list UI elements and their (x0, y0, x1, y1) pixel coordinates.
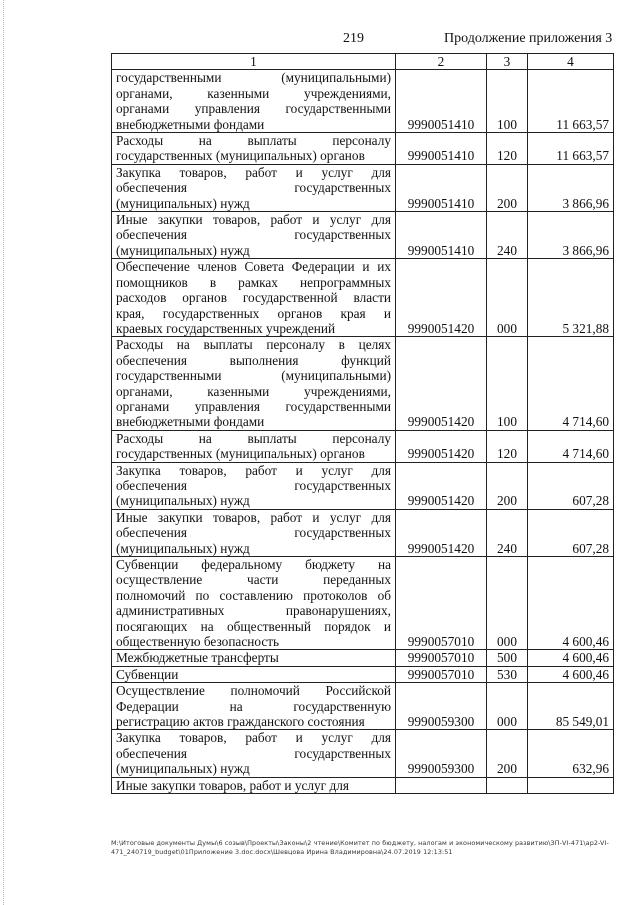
row-name-line: обеспечения выполнения функций (116, 352, 391, 368)
row-name-line: Субвенции (116, 666, 179, 682)
row-code: 9990057010 (396, 666, 487, 682)
row-code: 9990051410 (396, 70, 487, 133)
row-name-line: органами управления государственными (116, 101, 391, 117)
row-name-line: Субвенции федеральному бюджету на (116, 557, 391, 572)
row-code: 9990051410 (396, 212, 487, 259)
row-name-line: Закупка товаров, работ и услуг для (116, 730, 391, 746)
column-header-4: 4 (528, 54, 614, 70)
row-code: 9990059300 (396, 683, 487, 730)
row-name-line: Осуществление полномочий Российской (116, 683, 391, 699)
table-row (112, 462, 614, 509)
row-name-line: края, государственных органов края и (116, 305, 391, 321)
row-name-line: (муниципальных) нужд (116, 540, 250, 556)
table-header-row (112, 54, 614, 70)
row-expense-type: 000 (487, 259, 528, 337)
table-row (112, 164, 614, 211)
row-name (112, 133, 396, 165)
row-code: 9990051420 (396, 462, 487, 509)
row-name-line: помощников в рамках непрограммных (116, 274, 391, 290)
row-code: 9990057010 (396, 557, 487, 650)
row-expense-type: 500 (487, 650, 528, 666)
row-code: 9990051420 (396, 509, 487, 556)
page-number: 219 (343, 31, 364, 46)
row-sum: 607,28 (528, 509, 614, 556)
row-name-line: обеспечения государственных (116, 525, 391, 541)
row-name-line: органами управления государственными (116, 398, 391, 414)
continuation-label: Продолжение приложения 3 (444, 31, 613, 46)
row-name-line: органами, казенными учреждениями, (116, 85, 391, 101)
row-name (112, 683, 396, 730)
row-expense-type: 200 (487, 462, 528, 509)
row-name-line: посягающих на общественный порядок и (116, 618, 391, 634)
row-name-line: регистрацию актов гражданского состояния (116, 714, 365, 730)
row-name-line: административных правонарушениях, (116, 603, 391, 619)
row-expense-type: 120 (487, 133, 528, 165)
row-code (396, 777, 487, 793)
table-row (112, 259, 614, 337)
table-row (112, 337, 614, 430)
row-name-line: краевых государственных учреждений (116, 320, 336, 336)
row-name-line: (муниципальных) нужд (116, 761, 250, 777)
row-code: 9990057010 (396, 650, 487, 666)
row-name (112, 509, 396, 556)
row-expense-type: 100 (487, 337, 528, 430)
table-row (112, 777, 614, 793)
row-sum (528, 777, 614, 793)
row-name-line: Иные закупки товаров, работ и услуг для (116, 509, 391, 525)
row-name (112, 777, 396, 793)
table-row (112, 70, 614, 133)
row-code: 9990051420 (396, 337, 487, 430)
row-code: 9990051420 (396, 430, 487, 462)
row-name (112, 462, 396, 509)
row-code: 9990051420 (396, 259, 487, 337)
row-sum: 4 714,60 (528, 430, 614, 462)
row-name-line: (муниципальных) нужд (116, 195, 250, 211)
row-sum: 85 549,01 (528, 683, 614, 730)
row-sum: 4 600,46 (528, 666, 614, 682)
row-expense-type: 000 (487, 683, 528, 730)
row-name (112, 730, 396, 777)
row-name-line: Закупка товаров, работ и услуг для (116, 462, 391, 478)
row-name (112, 337, 396, 430)
row-name-line: органами, казенными учреждениями, (116, 383, 391, 399)
row-name-line: внебюджетными фондами (116, 414, 265, 430)
row-name-line: Расходы на выплаты персоналу (116, 430, 391, 446)
row-expense-type: 120 (487, 430, 528, 462)
row-code: 9990051410 (396, 133, 487, 165)
row-name (112, 557, 396, 650)
row-code: 9990051410 (396, 164, 487, 211)
row-sum: 632,96 (528, 730, 614, 777)
row-expense-type: 530 (487, 666, 528, 682)
table-row (112, 509, 614, 556)
row-name-line: Межбюджетные трансферты (116, 650, 279, 666)
table-row (112, 133, 614, 165)
budget-table (111, 53, 614, 794)
row-expense-type: 000 (487, 557, 528, 650)
row-name-line: государственных (муниципальных) органов (116, 148, 365, 164)
row-name-line: обеспечения государственных (116, 477, 391, 493)
table-row (112, 212, 614, 259)
row-name (112, 430, 396, 462)
row-sum: 3 866,96 (528, 164, 614, 211)
table-row (112, 666, 614, 682)
footer-line-2: 471_240719_budget\01Приложение 3.doc.docx\Шевцова Ирина Владимировна\24.07.2019 12:13:51 (111, 848, 453, 856)
row-name (112, 164, 396, 211)
row-code: 9990059300 (396, 730, 487, 777)
scan-edge-mark (3, 0, 6, 905)
row-name-line: Иные закупки товаров, работ и услуг для (116, 777, 349, 793)
row-name-line: общественную безопасность (116, 634, 280, 650)
table-row (112, 557, 614, 650)
row-name (112, 259, 396, 337)
row-name (112, 650, 396, 666)
row-name-line: Закупка товаров, работ и услуг для (116, 164, 391, 180)
row-name-line: Федерации на государственную (116, 698, 391, 714)
row-expense-type: 100 (487, 70, 528, 133)
row-expense-type (487, 777, 528, 793)
row-sum: 11 663,57 (528, 70, 614, 133)
document-path-footer (111, 839, 621, 857)
row-expense-type: 200 (487, 730, 528, 777)
row-name-line: государственными (муниципальными) (116, 368, 391, 384)
row-name (112, 212, 396, 259)
footer-line-1: M:\Итоговые документы Думы\6 созыв\Проекты\Законы\2 чтение\Комитет по бюджету, налогам и экономическому развитию\ЗП-VI-471\ap2-VI- (111, 839, 609, 847)
row-sum: 11 663,57 (528, 133, 614, 165)
row-expense-type: 200 (487, 164, 528, 211)
row-name-line: (муниципальных) нужд (116, 242, 250, 258)
row-name-line: государственных (муниципальных) органов (116, 446, 365, 462)
row-name-line: полномочий по составлению протоколов об (116, 587, 391, 603)
column-header-1: 1 (112, 54, 396, 70)
row-name-line: обеспечения государственных (116, 745, 391, 761)
row-sum: 607,28 (528, 462, 614, 509)
table-row (112, 683, 614, 730)
row-name (112, 70, 396, 133)
column-header-2: 2 (396, 54, 487, 70)
table-row (112, 730, 614, 777)
row-name-line: Обеспечение членов Совета Федерации и их (116, 259, 391, 275)
row-sum: 4 600,46 (528, 650, 614, 666)
row-sum: 4 714,60 (528, 337, 614, 430)
row-name-line: расходов органов государственной власти (116, 290, 391, 306)
row-name (112, 666, 396, 682)
row-sum: 5 321,88 (528, 259, 614, 337)
row-name-line: внебюджетными фондами (116, 116, 265, 132)
row-expense-type: 240 (487, 509, 528, 556)
table-row (112, 650, 614, 666)
row-expense-type: 240 (487, 212, 528, 259)
row-name-line: Расходы на выплаты персоналу в целях (116, 337, 391, 353)
row-sum: 4 600,46 (528, 557, 614, 650)
row-name-line: обеспечения государственных (116, 227, 391, 243)
row-name-line: государственными (муниципальными) (116, 70, 391, 86)
row-name-line: осуществление части переданных (116, 572, 391, 588)
row-name-line: Расходы на выплаты персоналу (116, 133, 391, 149)
row-name-line: обеспечения государственных (116, 180, 391, 196)
row-name-line: (муниципальных) нужд (116, 493, 250, 509)
table-row (112, 430, 614, 462)
row-name-line: Иные закупки товаров, работ и услуг для (116, 212, 391, 228)
row-sum: 3 866,96 (528, 212, 614, 259)
column-header-3: 3 (487, 54, 528, 70)
